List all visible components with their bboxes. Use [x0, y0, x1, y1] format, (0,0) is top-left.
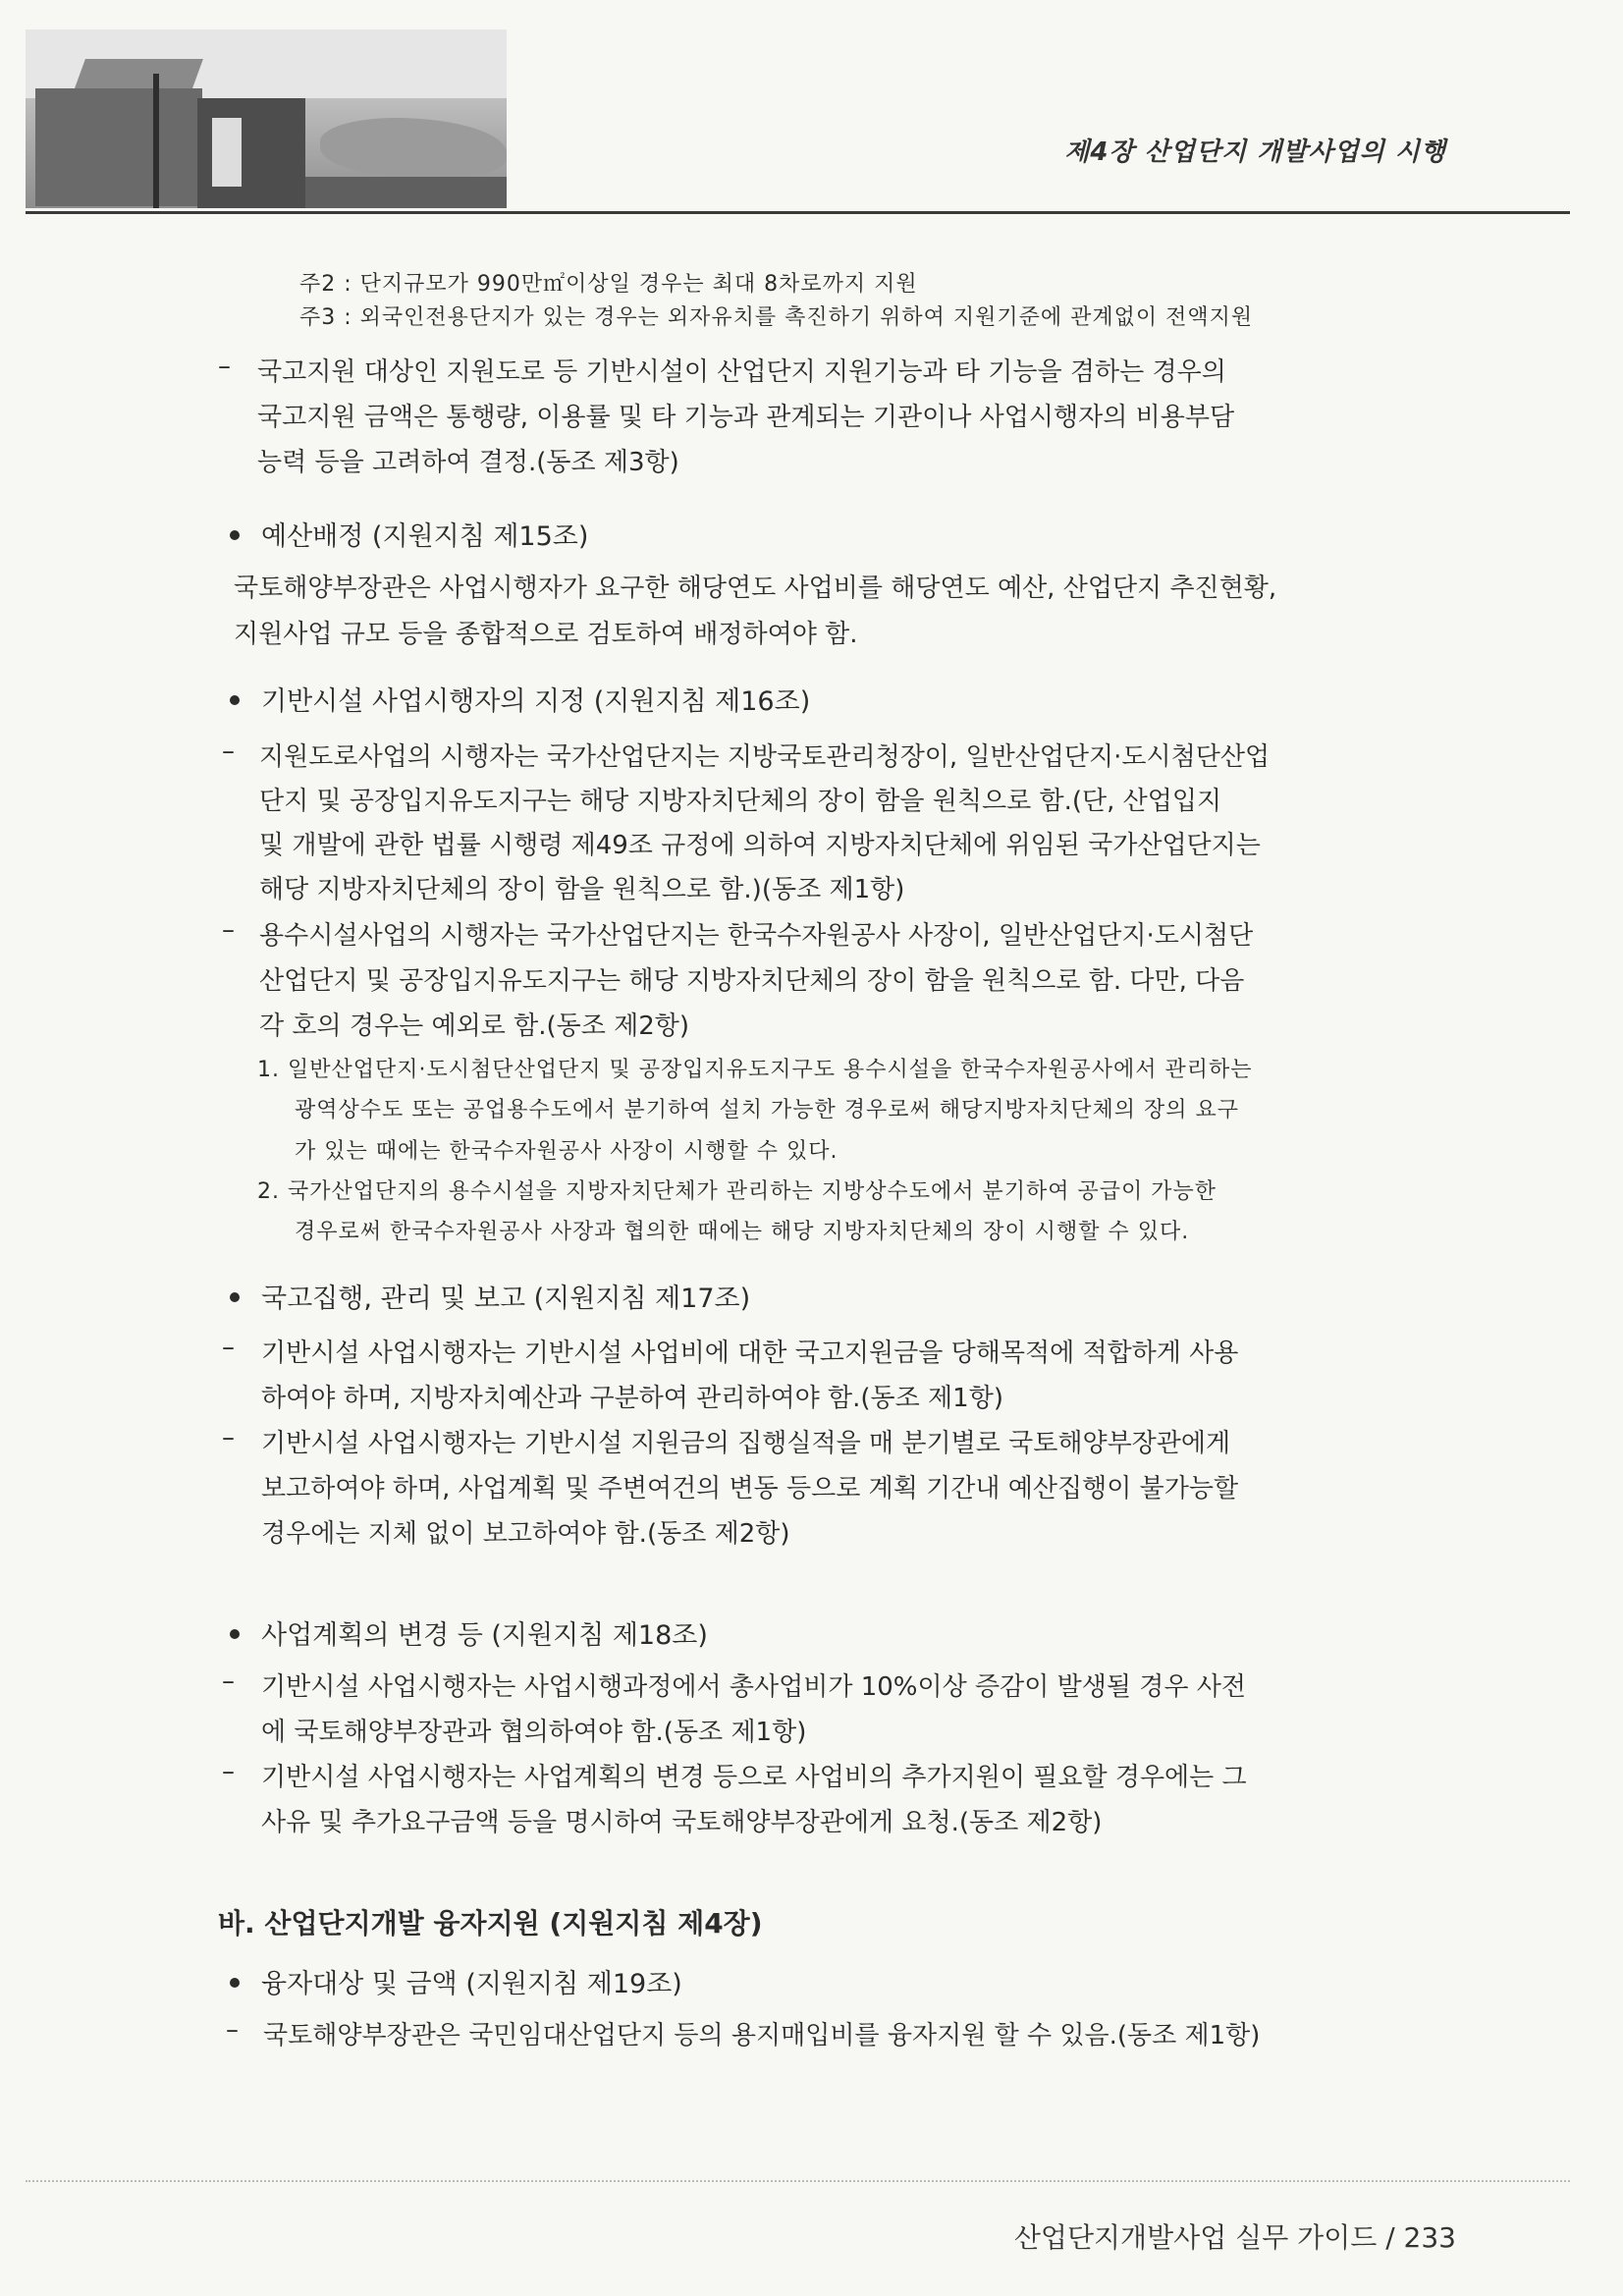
chapter-title: 제4장 산업단지 개발사업의 시행 — [1064, 137, 1446, 167]
bullet-heading — [230, 515, 588, 553]
paragraph-line: 경우에는 지체 없이 보고하여야 함.(동조 제2항) — [261, 1519, 790, 1549]
paragraph-line: 국고지원 대상인 지원도로 등 기반시설이 산업단지 지원기능과 타 기능을 겸하는 경우의 — [257, 357, 1226, 387]
footer-separator: / — [1385, 2221, 1395, 2254]
paragraph-line: 기반시설 사업시행자는 사업시행과정에서 총사업비가 10%이상 증감이 발생될 경우 사전 — [261, 1672, 1246, 1702]
dash-marker: – — [222, 915, 235, 945]
paragraph-line: 사유 및 추가요구금액 등을 명시하여 국토해양부장관에게 요청.(동조 제2항) — [261, 1808, 1103, 1837]
note-line: 주3 : 외국인전용단지가 있는 경우는 외자유치를 촉진하기 위하여 지원기준에 관계없이 전액지원 — [299, 305, 1254, 330]
paragraph-line: 해당 지방자치단체의 장이 함을 원칙으로 함.)(동조 제1항) — [259, 875, 905, 904]
bullet-heading-text: 예산배정 (지원지침 제15조) — [261, 521, 589, 552]
paragraph-line: 단지 및 공장입지유도지구는 해당 지방자치단체의 장이 함을 원칙으로 함.(단, 산업입지 — [259, 787, 1222, 816]
paragraph-line: 국토해양부장관은 국민임대산업단지 등의 용지매입비를 융자지원 할 수 있음.(동조 제1항) — [263, 2021, 1261, 2050]
dash-marker: – — [222, 737, 235, 766]
bullet-heading — [230, 1962, 682, 2000]
header-divider — [26, 211, 1570, 214]
bullet-heading-text: 국고집행, 관리 및 보고 (지원지침 제17조) — [261, 1284, 751, 1314]
header-photo-image — [26, 29, 507, 208]
numbered-item-line: 광역상수도 또는 공업용수도에서 분기하여 설치 가능한 경우로써 해당지방자치단체의 장의 요구 — [295, 1098, 1240, 1122]
footer-divider — [26, 2180, 1570, 2183]
section-heading: 바. 산업단지개발 융자지원 (지원지침 제4장) — [218, 1907, 763, 1940]
dash-marker: – — [222, 1333, 235, 1362]
bullet-heading — [230, 1613, 708, 1652]
bullet-icon — [230, 1978, 240, 1988]
numbered-item-line: 2. 국가산업단지의 용수시설을 지방자치단체가 관리하는 지방상수도에서 분기하여 공급이 가능한 — [257, 1179, 1217, 1204]
page-number: 233 — [1403, 2221, 1456, 2254]
dash-marker: – — [222, 1667, 235, 1696]
bullet-heading — [230, 680, 810, 718]
bullet-icon — [230, 695, 240, 705]
guide-title: 산업단지개발사업 실무 가이드 — [1013, 2221, 1378, 2254]
bullet-heading-text: 기반시설 사업시행자의 지정 (지원지침 제16조) — [261, 686, 811, 717]
bullet-heading-text: 융자대상 및 금액 (지원지침 제19조) — [261, 1969, 682, 1999]
bullet-icon — [230, 1292, 240, 1302]
paragraph-line: 국고지원 금액은 통행량, 이용률 및 타 기능과 관계되는 기관이나 사업시행자의 비용부담 — [257, 403, 1235, 432]
paragraph-line: 및 개발에 관한 법률 시행령 제49조 규정에 의하여 지방자치단체에 위임된 국가산업단지는 — [259, 831, 1261, 860]
paragraph-line: 보고하여야 하며, 사업계획 및 주변여건의 변동 등으로 계획 기간내 예산집행이 불가능할 — [261, 1474, 1239, 1503]
paragraph-line: 산업단지 및 공장입지유도지구는 해당 지방자치단체의 장이 함을 원칙으로 함. 다만, 다음 — [259, 966, 1245, 996]
paragraph-line: 용수시설사업의 시행자는 국가산업단지는 한국수자원공사 사장이, 일반산업단지·도시첨단 — [259, 921, 1254, 951]
paragraph-line: 기반시설 사업시행자는 기반시설 지원금의 집행실적을 매 분기별로 국토해양부장관에게 — [261, 1429, 1231, 1458]
paragraph-line: 지원사업 규모 등을 종합적으로 검토하여 배정하여야 함. — [234, 620, 858, 649]
dash-marker: – — [222, 1423, 235, 1452]
paragraph-line: 각 호의 경우는 예외로 함.(동조 제2항) — [259, 1011, 690, 1041]
bullet-icon — [230, 530, 240, 540]
bullet-icon — [230, 1629, 240, 1639]
numbered-item-line: 경우로써 한국수자원공사 사장과 협의한 때에는 해당 지방자치단체의 장이 시행할 수 있다. — [295, 1220, 1190, 1244]
paragraph-line: 기반시설 사업시행자는 사업계획의 변경 등으로 사업비의 추가지원이 필요할 경우에는 그 — [261, 1763, 1247, 1792]
numbered-item-line: 가 있는 때에는 한국수자원공사 사장이 시행할 수 있다. — [295, 1139, 839, 1164]
note-line: 주2 : 단지규모가 990만㎡이상일 경우는 최대 8차로까지 지원 — [299, 272, 918, 297]
numbered-item-line: 1. 일반산업단지·도시첨단산업단지 및 공장입지유도지구도 용수시설을 한국수자원공사에서 관리하는 — [257, 1058, 1253, 1082]
paragraph-line: 능력 등을 고려하여 결정.(동조 제3항) — [257, 448, 679, 477]
paragraph-line: 하여야 하며, 지방자치예산과 구분하여 관리하여야 함.(동조 제1항) — [261, 1384, 1003, 1413]
dash-marker: – — [222, 1757, 235, 1786]
dash-marker: – — [226, 2015, 239, 2045]
paragraph-line: 에 국토해양부장관과 협의하여야 함.(동조 제1항) — [261, 1718, 807, 1747]
paragraph-line: 지원도로사업의 시행자는 국가산업단지는 지방국토관리청장이, 일반산업단지·도시첨단산업 — [259, 742, 1271, 772]
paragraph-line: 국토해양부장관은 사업시행자가 요구한 해당연도 사업비를 해당연도 예산, 산업단지 추진현황, — [234, 574, 1277, 603]
bullet-heading — [230, 1277, 750, 1315]
page-footer — [1014, 2216, 1456, 2256]
dash-marker: – — [218, 352, 231, 381]
bullet-heading-text: 사업계획의 변경 등 (지원지침 제18조) — [261, 1620, 708, 1651]
paragraph-line: 기반시설 사업시행자는 기반시설 사업비에 대한 국고지원금을 당해목적에 적합하게 사용 — [261, 1339, 1239, 1368]
